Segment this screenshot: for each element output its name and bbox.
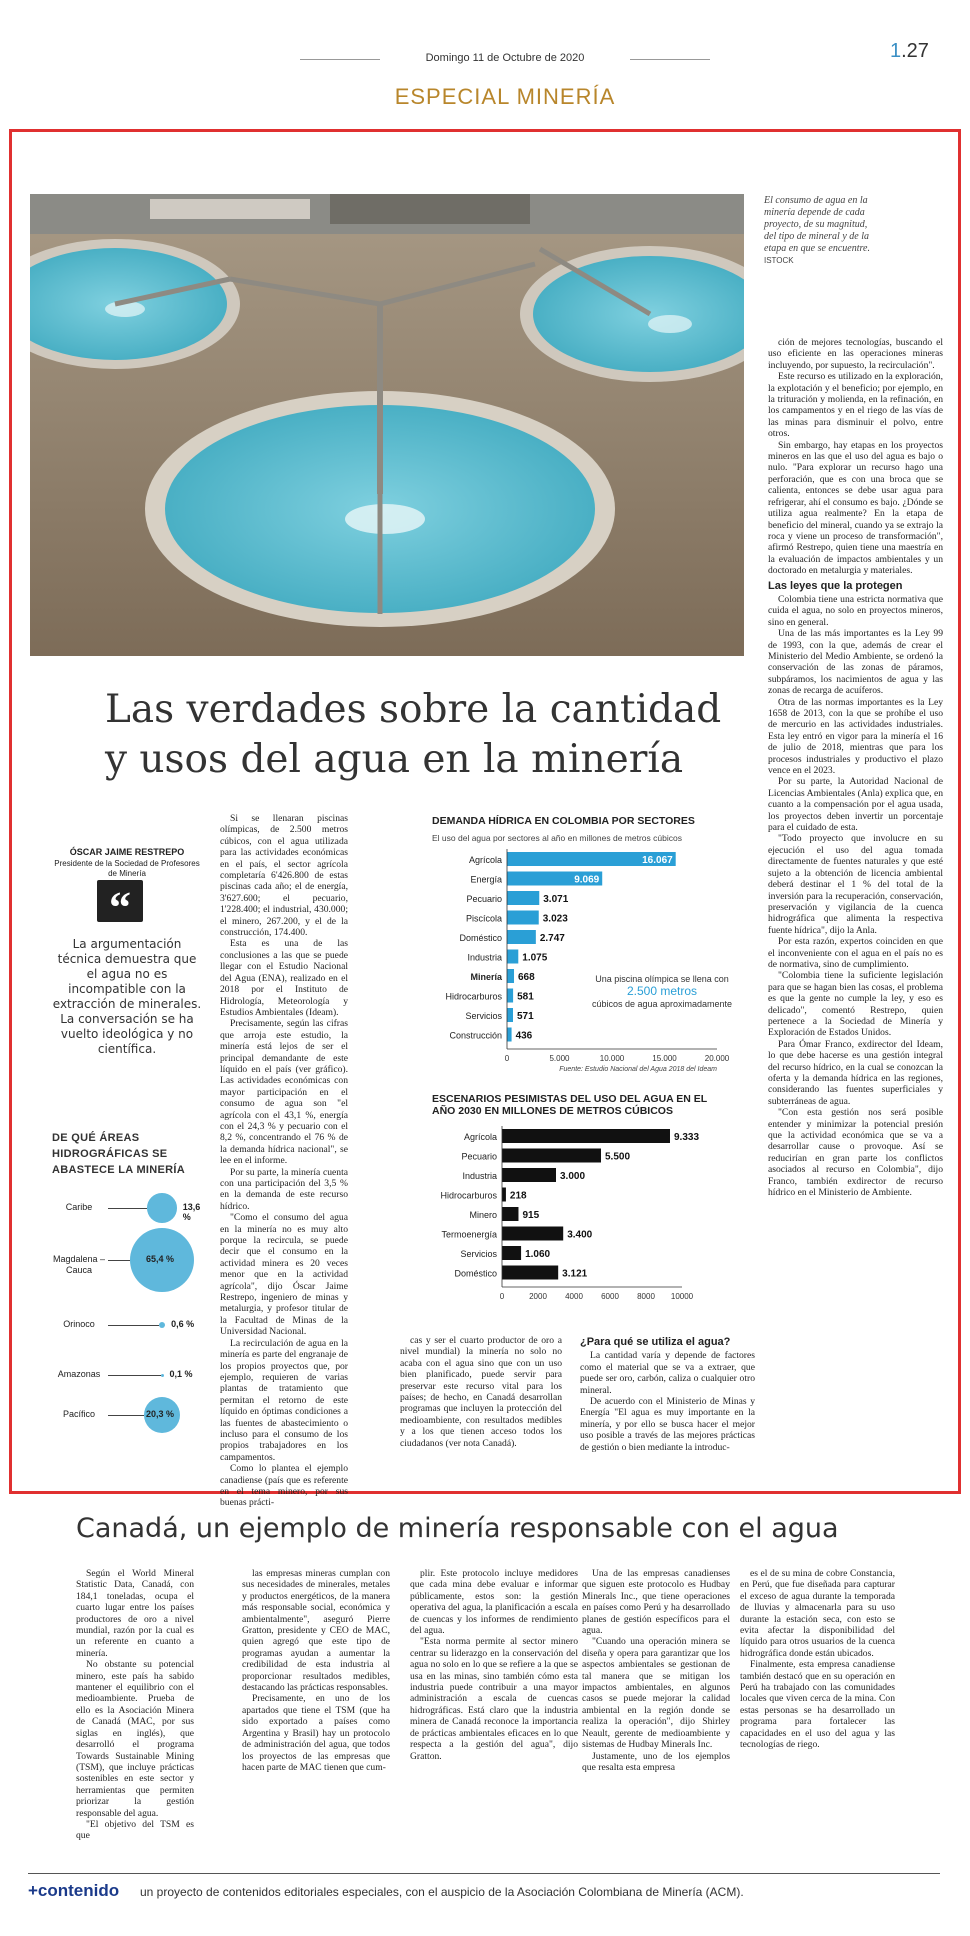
paragraph: "Colombia tiene la suficiente legislación para que se hagan bien las cosas, el problema es que la gente no cumple la ley, y eso es delicado", comentó Restrepo, quien pertenece a la Sociedad de Minería y Exploración de Estados Unidos. xyxy=(768,970,943,1039)
article-column-2 xyxy=(400,1335,562,1449)
category-label: Hidrocarburos xyxy=(440,1190,497,1201)
category-label: Construcción xyxy=(449,1030,502,1041)
area-name: Magdalena –Cauca xyxy=(52,1254,106,1275)
data-label: 3.000 xyxy=(560,1171,586,1182)
paragraph: es el de su mina de cobre Constancia, en Perú, que fue diseñada para capturar el exceso de agua durante la temporada de lluvias y almacenarla para su uso durante la estación seca, con esto se evita afectar la disponibilidad del líquido para otros usuarios de la cuenca hidrográfica donde están ubicados. xyxy=(740,1568,895,1659)
paragraph: Si se llenaran piscinas olímpicas, de 2.500 metros cúbicos, con el agua utilizada para las actividades económicas en el país, el sector agrícola completaría 6'426.800 de estas piscinas cada año; el de energía, 3'627.600; el pecuario, 1'228.400; el industrial, 430.000; el minero, 267.200, y el de la construcción, 174.400. xyxy=(220,813,348,939)
canada-column-1 xyxy=(76,1568,194,1842)
area-item xyxy=(52,1355,202,1395)
bar xyxy=(507,1008,513,1022)
category-label: Pecuario xyxy=(461,1151,497,1162)
tick-label: 6000 xyxy=(601,1292,619,1301)
data-label: 3.400 xyxy=(567,1229,593,1241)
paragraph: Como lo plantea el ejemplo canadiense (país que es referente en el tema minero, por sus buenas prácti- xyxy=(220,1463,348,1509)
area-value: 0,6 % xyxy=(171,1319,195,1329)
category-label: Pecuario xyxy=(466,894,502,904)
area-leader-line xyxy=(108,1260,130,1261)
annotation-highlight: 2.500 metros xyxy=(626,984,698,998)
category-label: Doméstico xyxy=(459,933,502,943)
data-label: 218 xyxy=(509,1190,527,1202)
paragraph: "Esta norma permite al sector minero centrar su liderazgo en la conservación del agua no solo en lo que se refiere a la que se usa en las minas, sino también cómo esta industria puede contribuir a una mayor administración a escala de cuencas hidrográficas. Está claro que la industria minera de Canadá reconoce la importancia de prácticas ambientales eficaces en lo que respecta a la gestión del agua", dijo Gratton. xyxy=(410,1636,578,1762)
page-number xyxy=(890,40,929,63)
paragraph: Precisamente, según las cifras que arroja este estudio, la minería está lejos de ser el principal demandante de este líquido en el país (ver gráfico). Las actividades económicas con mayor participación en el consumo de agua son "el agrícola con el 43,1 %, energía con el 24,3 % y pecuario con el 8,2 %, concentrando el 76 % de la demanda hídrica nacional", se lee en el informe. xyxy=(220,1018,348,1167)
section-title: ESPECIAL MINERÍA xyxy=(394,84,616,109)
area-bubble xyxy=(161,1374,164,1377)
author-role: Presidente de la Sociedad de Profesores de Minería xyxy=(54,859,200,878)
paragraph: Este recurso es utilizado en la exploración, la explotación y el beneficio; por ejemplo, en la trituración y molienda, en la refinación, en los campamentos y en el riego de las vías de las minas para disminuir el polvo, entre otros. xyxy=(768,371,943,440)
paragraph: Esta es una de las conclusiones a las que se puede llegar con el Estudio Nacional del Agua (ENA), realizado en el 2018 por el Instituto de Hidrología, Meteorología y Estudios Ambientales (Ideam). xyxy=(220,938,348,1018)
paragraph: Según el World Mineral Statistic Data, Canadá, con 184,1 toneladas, ocupa el cuarto lugar entre los países productores de oro a nivel mundial, razón por la cual es un referente en cuanto a minería. xyxy=(76,1568,194,1659)
bar xyxy=(507,950,518,964)
category-label: Piscícola xyxy=(465,913,502,924)
paragraph: las empresas mineras cumplan con sus necesidades de minerales, metales y productos energéticos, de la manera más responsable social, económica y ambientalmente", aseguró Pierre Gratton, presidente y CEO de MAC, quien agregó que este tipo de programas ayudan a aumentar la credibilidad de esta industria al proporcionar resultados medibles, destacando las prácticas responsables. xyxy=(242,1568,390,1694)
article-headline xyxy=(105,685,765,785)
canada-column-4 xyxy=(582,1568,730,1773)
area-value: 65,4 % xyxy=(146,1254,175,1264)
area-leader-line xyxy=(108,1208,147,1209)
bar xyxy=(502,1227,563,1241)
data-label: 9.069 xyxy=(574,874,600,886)
mining-water-tanks-photo xyxy=(30,194,744,656)
bar xyxy=(507,930,536,944)
data-label: 915 xyxy=(522,1210,540,1221)
paragraph: Una de las más importantes es la Ley 99 de 1993, con la que, además de crear el Ministerio del Medio Ambiente, se ordenó la conservación de las zonas de páramos, subpáramos, los nacimientos de agua y las zonas de recarga de acuíferos. xyxy=(768,628,943,697)
paragraph: La cantidad varía y depende de factores como el material que se va a extraer, que puede ser oro, carbón, caliza o cualquier otro mineral. xyxy=(580,1350,755,1396)
category-label: Industria xyxy=(467,952,502,963)
chart-escenarios-2030 xyxy=(432,1125,732,1310)
author-name: ÓSCAR JAIME RESTREPO xyxy=(69,847,185,857)
data-label: 16.067 xyxy=(642,855,673,866)
canada-column-3 xyxy=(410,1568,578,1762)
tick-label: 15.000 xyxy=(652,1054,677,1063)
area-value: 0,1 % xyxy=(169,1369,193,1379)
area-name: Caribe xyxy=(65,1202,93,1212)
data-label: 581 xyxy=(517,991,534,1003)
pull-quote: La argumentación técnica demuestra que el agua no es incompatible con la extracción de minerales. La conversación se ha vuelto ideológica y no científica. xyxy=(52,937,202,1056)
paragraph: Precisamente, en uno de los apartados que tiene el TSM (que ha sido exportado a países como Argentina y Brasil) hay un protocolo de administración del agua, que todos los proyectos de las empresas que hacen parte de MAC tienen que cum- xyxy=(242,1693,390,1773)
area-bubble xyxy=(147,1193,177,1223)
bar xyxy=(502,1266,558,1280)
article-column-3 xyxy=(580,1333,755,1453)
category-label: Termoenergía xyxy=(441,1229,497,1240)
areas-map-title: DE QUÉ ÁREAS HIDROGRÁFICAS SE ABASTECE LA MINERÍA xyxy=(52,1132,186,1176)
data-label: 3.121 xyxy=(562,1268,588,1280)
bar xyxy=(502,1168,556,1182)
area-value: 20,3 % xyxy=(146,1409,175,1419)
tanks-illustration xyxy=(30,194,744,656)
area-item xyxy=(52,1188,202,1228)
bar xyxy=(507,969,514,983)
canada-column-5 xyxy=(740,1568,895,1751)
tick-label: 0 xyxy=(499,1292,505,1301)
data-label: 2.747 xyxy=(539,933,565,944)
area-item xyxy=(52,1240,202,1280)
area-name: Orinoco xyxy=(63,1319,95,1329)
data-label: 571 xyxy=(516,1011,534,1022)
data-label: 668 xyxy=(518,972,535,983)
chart-demanda-hidrica xyxy=(432,847,752,1087)
category-label: Energía xyxy=(470,874,502,885)
page-prefix: 1 xyxy=(890,40,902,62)
area-name: Amazonas xyxy=(57,1369,101,1379)
tick-label: 20.000 xyxy=(704,1054,730,1063)
quote-icon: “ xyxy=(97,880,143,922)
paragraph: De acuerdo con el Ministerio de Minas y Energía "El agua es muy importante en la minería, y por ello se busca hacer el mejor uso posible a través de las mejores prácticas de gestión o bien mediante la introduc- xyxy=(580,1396,755,1453)
paragraph: Por esta razón, expertos coinciden en que el inconveniente con el agua en el país no es de normativa, sino de cumplimiento. xyxy=(768,936,943,970)
category-label: Doméstico xyxy=(454,1268,497,1279)
paragraph: "Todo proyecto que involucre en su ejecución el uso del agua tomada directamente de fuentes naturales y que esté sujeto a la obtención de licencia ambiental deberá destinar el 1 % del total de la inversión para la recuperación, conservación, preservación y vigilancia de la cuenca hidrográfica que alimenta la respectiva fuente hídrica", dijo la Anla. xyxy=(768,833,943,936)
paragraph: cas y ser el cuarto productor de oro a nivel mundial) la minería no solo no acaba con el agua sino que con un uso bien planificado, puede servir para preservar este recurso vital para los países; de hecho, en Canadá desarrollan programas que incluyen la protección del medioambiente, con resultados medibles y a los que tienen acceso todos los ciudadanos (ver nota Canadá). xyxy=(400,1335,562,1449)
canada-headline: Canadá, un ejemplo de minería responsable con el agua xyxy=(76,1513,839,1544)
bar xyxy=(507,891,539,905)
article-column-4 xyxy=(768,337,943,1198)
tick-label: 10000 xyxy=(670,1292,694,1301)
category-label: Hidrocarburos xyxy=(445,991,502,1002)
tick-label: 0 xyxy=(504,1054,510,1063)
paragraph: Justamente, uno de los ejemplos que resalta esta empresa xyxy=(582,1750,730,1773)
category-label: Agrícola xyxy=(468,855,502,865)
bar xyxy=(507,989,513,1003)
category-label: Servicios xyxy=(460,1249,497,1259)
canada-column-2 xyxy=(242,1568,390,1773)
tick-label: 5.000 xyxy=(549,1054,570,1063)
area-leader-line xyxy=(108,1325,159,1326)
area-value: 13,6 % xyxy=(182,1202,201,1222)
subheading: Las leyes que la protegen xyxy=(768,579,903,592)
chart-source: Fuente: Estudio Nacional del Agua 2018 del Ideam xyxy=(559,1066,717,1073)
area-name: Pacífico xyxy=(62,1409,95,1419)
bar xyxy=(502,1207,518,1221)
bar xyxy=(507,1028,512,1042)
paragraph: No obstante su potencial minero, este país ha sabido mantener el equilibrio con el medioambiente. Prueba de ello es la Asociación Minera de Canadá (MAC, por sus siglas en inglés), que desarrolló el programa Towards Sustainable Mining (TSM), que incluye prácticas sostenibles en este sector y herramientas que permiten priorizar la gestión responsable del agua. xyxy=(76,1659,194,1819)
issue-date: Domingo 11 de Octubre de 2020 xyxy=(425,52,585,64)
bar xyxy=(502,1129,670,1143)
category-label: Industria xyxy=(462,1171,497,1181)
subheading: ¿Para qué se utiliza el agua? xyxy=(580,1336,731,1348)
bar xyxy=(502,1149,601,1163)
area-leader-line xyxy=(108,1415,144,1416)
data-label: 1.060 xyxy=(525,1249,551,1260)
footer-text: un proyecto de contenidos editoriales especiales, con el auspicio de la Asociación Colombiana de Minería (ACM). xyxy=(140,1885,744,1899)
paragraph: plir. Este protocolo incluye medidores que cada mina debe evaluar e informar públicamente, estos son: la gestión operativa del agua, la planificación a escala de cuencas y los informes de rendimiento del agua. xyxy=(410,1568,578,1637)
caption-text: El consumo de agua en la minería depende de cada proyecto, de su magnitud, del tipo de mineral y de la etapa en que se encuentre. xyxy=(764,195,870,254)
area-item xyxy=(52,1395,202,1435)
annotation-line-1: Una piscina olímpica se llena con xyxy=(595,974,729,984)
paragraph: Por su parte, la Autoridad Nacional de Licencias Ambientales (Anla) explica que, en cuanto a la compensación por el agua usada, los proyectos deben invertir un porcentaje para el cuidado de esta. xyxy=(768,776,943,834)
paragraph: "Con esta gestión nos será posible entender y minimizar la potencial presión que la actividad económica que se va a desarrollar cause o provoque. Así se reducirían en gran parte los conflictos asociados al recurso en Colombia", dijo Franco, también exdirector de recurso hídrico en el Ministerio de Ambiente. xyxy=(768,1107,943,1199)
paragraph: Finalmente, esta empresa canadiense también destacó que en su operación en Perú ha trabajado con las comunidades locales que viven cerca de la mina. Con estas personas se ha desarrollado un programa para fortalecer las capacidades en el uso del agua y las tecnologías de riego. xyxy=(740,1659,895,1751)
page-suffix: .27 xyxy=(901,40,929,62)
paragraph: ción de mejores tecnologías, buscando el uso eficiente en las operaciones mineras incluyendo, por supuesto, la recirculación". xyxy=(768,337,943,371)
paragraph: "Como el consumo del agua en la minería no es muy alto porque la recircula, se puede decir que el consumo en la actividad minera es 20 veces menor que en la actividad agrícola", dijo Óscar Jaime Restrepo, ingeniero de minas y metalurgia, y profesor titular de la Facultad de Minas de la Universidad Nacional. xyxy=(220,1212,348,1338)
paragraph: Sin embargo, hay etapas en los proyectos mineros en las que el uso del agua es bajo o nulo. "Para explorar un recurso hago una perforación, que es con una broca que se calienta, entonces se debe usar agua para refrigerar, ahí el consumo es bajo. ¿Dónde se utiliza agua realmente? En la etapa de beneficio del mineral, cuando ya se extrajo la roca y viene un proceso de transformación", afirmó Restrepo, quien tiene una maestría en la evaluación de impactos ambientales y un doctorado en metalurgia y materiales. xyxy=(768,439,943,577)
header-rule-left xyxy=(300,59,380,60)
area-bubble xyxy=(159,1322,165,1328)
paragraph: La recirculación de agua en la minería es parte del engranaje de los propios proyectos que, por ejemplo, requieren de varias plantas de tratamiento que permitan el retorno de este líquido en óptimas condiciones a las fuentes de abastecimiento o incluso para el consumo de los propios trabajadores en los campamentos. xyxy=(220,1337,348,1463)
annotation-line-2: cúbicos de agua aproximadamente xyxy=(591,999,733,1009)
paragraph: Otra de las normas importantes es la Ley 1658 de 2013, con la que se prohíbe el uso de mercurio en las actividades industriales. Esta ley entró en vigor para la minería el 16 de julio de 2018, mientras que para los procesos industriales y productivo el plazo vence en el 2023. xyxy=(768,696,943,777)
category-label: Minero xyxy=(469,1210,497,1220)
data-label: 5.500 xyxy=(605,1151,631,1163)
photo-credit: ISTOCK xyxy=(764,256,794,265)
headline-line-2: y usos del agua en la minería xyxy=(105,737,684,782)
header-rule-right xyxy=(630,59,710,60)
bar xyxy=(507,911,539,925)
brand-logo: +contenido xyxy=(28,1881,120,1900)
bar xyxy=(502,1246,521,1260)
area-leader-line xyxy=(108,1375,161,1376)
paragraph: "Cuando una operación minera se diseña y opera para garantizar que los aspectos ambientales se gestionan de tal manera que se mitigan los impactos ambientales, en algunos casos se puede mejorar la calidad ambiental en la región donde se realiza la operación", dijo Shirley Neault, gerente de medioambiente y sistemas de Hudbay Minerals Inc. xyxy=(582,1636,730,1751)
footer-rule xyxy=(28,1873,940,1874)
article-column-1 xyxy=(220,813,348,1509)
tick-label: 4000 xyxy=(565,1292,583,1301)
paragraph: "El objetivo del TSM es que xyxy=(76,1818,194,1842)
tick-label: 8000 xyxy=(637,1292,655,1301)
photo-caption xyxy=(764,195,874,267)
headline-line-1: Las verdades sobre la cantidad xyxy=(105,687,722,732)
chart1-title: DEMANDA HÍDRICA EN COLOMBIA POR SECTORES xyxy=(432,815,695,827)
chart2-title: ESCENARIOS PESIMISTAS DEL USO DEL AGUA EN EL AÑO 2030 EN MILLONES DE METROS CÚBICOS xyxy=(432,1093,707,1117)
tick-label: 2000 xyxy=(529,1292,547,1301)
category-label: Agrícola xyxy=(463,1132,497,1142)
area-item xyxy=(52,1305,202,1345)
paragraph: Por su parte, la minería cuenta con una participación del 3,5 % en la demanda de este recurso hídrico. xyxy=(220,1166,348,1212)
data-label: 3.071 xyxy=(543,894,569,905)
paragraph: Para Ómar Franco, exdirector del Ideam, lo que debe hacerse es una gestión integral del recurso hídrico, en la cual se conozcan la oferta y la demanda hídrica en las regiones, considerando las fuentes superficiales y subterráneas de agua. xyxy=(768,1038,943,1107)
data-label: 9.333 xyxy=(673,1132,700,1143)
chart1-subtitle: El uso del agua por sectores al año en millones de metros cúbicos xyxy=(432,833,682,843)
paragraph: Colombia tiene una estricta normativa que cuida el agua, no solo en proyectos mineros, sino en general. xyxy=(768,593,943,628)
tick-label: 10.000 xyxy=(599,1054,625,1063)
data-label: 1.075 xyxy=(522,952,548,964)
category-label: Minería xyxy=(470,972,502,982)
paragraph: Una de las empresas canadienses que siguen este protocolo es Hudbay Minerals Inc., que tiene operaciones en países como Perú y ha desarrollado planes de gestión específicos para el agua. xyxy=(582,1568,730,1637)
data-label: 3.023 xyxy=(542,913,568,925)
category-label: Servicios xyxy=(465,1011,502,1021)
bar xyxy=(502,1188,506,1202)
data-label: 436 xyxy=(515,1030,533,1042)
